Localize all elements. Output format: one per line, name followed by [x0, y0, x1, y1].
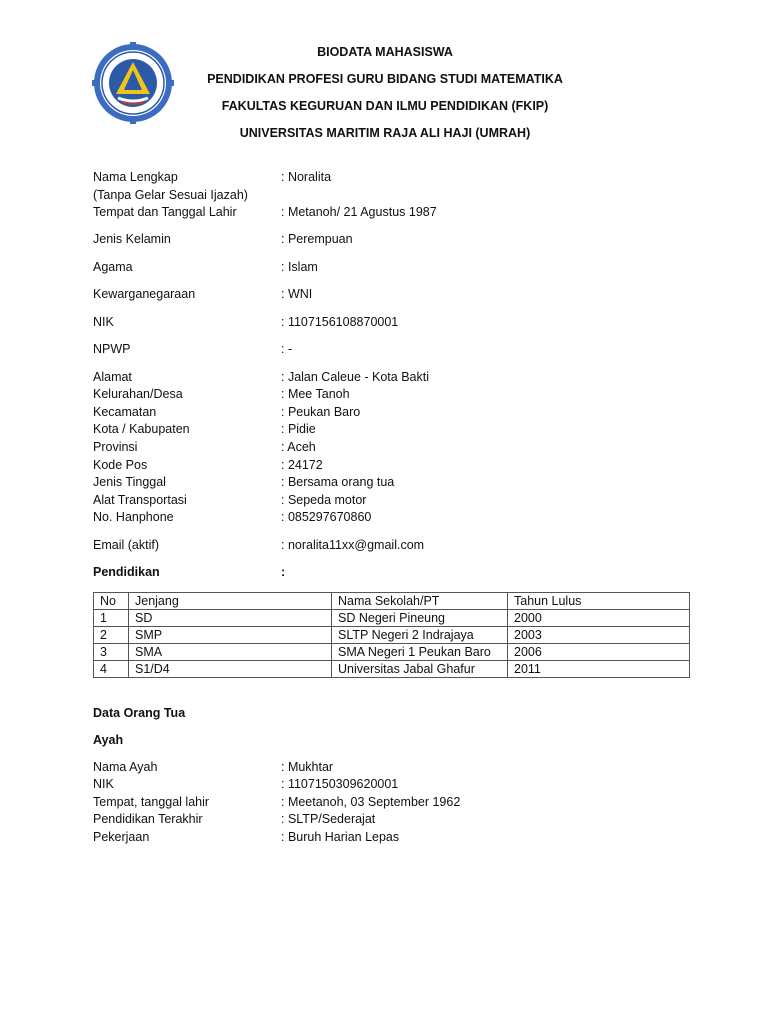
field-value: : Bersama orang tua [281, 475, 395, 489]
table-cell: 3 [94, 644, 129, 661]
field-label: Tempat dan Tanggal Lahir [93, 205, 237, 219]
field-provinsi [93, 439, 688, 456]
field-ttl [93, 204, 688, 221]
table-cell: 2 [94, 627, 129, 644]
field-label: Jenis Kelamin [93, 232, 171, 246]
field-kelurahan [93, 386, 688, 403]
field-label: NIK [93, 315, 114, 329]
field-value: : 1107150309620001 [281, 777, 399, 791]
field-label: (Tanpa Gelar Sesuai Ijazah) [93, 188, 248, 202]
field-label: Tempat, tanggal lahir [93, 795, 210, 809]
field-label: Kecamatan [93, 405, 157, 419]
field-label: Kode Pos [93, 458, 148, 472]
field-kewarganegaraan [93, 286, 688, 303]
table-cell: Universitas Jabal Ghafur [332, 661, 508, 678]
table-cell: 2003 [508, 627, 690, 644]
field-ttl-ayah [93, 794, 688, 811]
field-value: : WNI [281, 287, 313, 301]
table-cell: SLTP Negeri 2 Indrajaya [332, 627, 508, 644]
column-header: Tahun Lulus [508, 593, 690, 610]
table-cell: 2000 [508, 610, 690, 627]
field-nama-note [93, 187, 688, 204]
column-header: Jenjang [129, 593, 332, 610]
table-cell: S1/D4 [129, 661, 332, 678]
section-pendidikan [93, 564, 688, 581]
field-value: : Buruh Harian Lepas [281, 830, 400, 844]
field-label: No. Hanphone [93, 510, 174, 524]
column-header: No [94, 593, 129, 610]
field-nama-ayah [93, 759, 688, 776]
field-nik-ayah [93, 776, 688, 793]
field-pendidikan-ayah [93, 811, 688, 828]
field-agama [93, 259, 688, 276]
header-faculty: FAKULTAS KEGURUAN DAN ILMU PENDIDIKAN (FKIP) [221, 99, 549, 113]
table-cell: 1 [94, 610, 129, 627]
field-nama [93, 169, 688, 186]
field-hanphone [93, 509, 688, 526]
table-cell: 2006 [508, 644, 690, 661]
field-label: Kota / Kabupaten [93, 422, 190, 436]
field-value: : SLTP/Sederajat [281, 812, 376, 826]
field-value: : 24172 [281, 458, 323, 472]
field-label: Alat Transportasi [93, 493, 187, 507]
field-label: Alamat [93, 370, 132, 384]
field-alamat [93, 369, 688, 386]
table-row [94, 644, 690, 661]
section-colon: : [281, 565, 286, 579]
section-title: Data Orang Tua [93, 706, 186, 720]
field-npwp [93, 341, 688, 358]
field-value: : Mee Tanoh [281, 387, 350, 401]
section-title: Ayah [93, 733, 124, 747]
field-value: : Noralita [281, 170, 332, 184]
field-label: Email (aktif) [93, 538, 159, 552]
field-value: : Peukan Baro [281, 405, 361, 419]
field-label: Provinsi [93, 440, 138, 454]
field-kode-pos [93, 457, 688, 474]
field-nik [93, 314, 688, 331]
education-table [93, 592, 690, 678]
field-pekerjaan-ayah [93, 829, 688, 846]
section-orang-tua [93, 705, 688, 722]
table-row [94, 610, 690, 627]
field-value: : Pidie [281, 422, 316, 436]
field-kecamatan [93, 404, 688, 421]
column-header: Nama Sekolah/PT [332, 593, 508, 610]
field-label: NIK [93, 777, 114, 791]
field-value: : Meetanoh, 03 September 1962 [281, 795, 461, 809]
field-email [93, 537, 688, 554]
table-cell: SD Negeri Pineung [332, 610, 508, 627]
field-value: : Islam [281, 260, 318, 274]
table-cell: SMP [129, 627, 332, 644]
field-value: : - [281, 342, 293, 356]
field-label: Pendidikan Terakhir [93, 812, 203, 826]
table-cell: SMA [129, 644, 332, 661]
field-label: Kelurahan/Desa [93, 387, 183, 401]
field-value: : Jalan Caleue - Kota Bakti [281, 370, 429, 384]
field-label: Pekerjaan [93, 830, 150, 844]
field-label: Jenis Tinggal [93, 475, 166, 489]
field-label: Nama Ayah [93, 760, 158, 774]
field-label: Kewarganegaraan [93, 287, 196, 301]
field-value: : Perempuan [281, 232, 353, 246]
field-jenis-tinggal [93, 474, 688, 491]
field-value: : noralita11xx@gmail.com [281, 538, 425, 552]
field-label: Nama Lengkap [93, 170, 178, 184]
field-kota [93, 421, 688, 438]
field-label: Agama [93, 260, 133, 274]
section-title: Pendidikan [93, 565, 160, 579]
field-value: : 1107156108870001 [281, 315, 399, 329]
field-label: NPWP [93, 342, 131, 356]
table-row [94, 627, 690, 644]
table-cell: 4 [94, 661, 129, 678]
field-value: : 085297670860 [281, 510, 372, 524]
table-cell: SD [129, 610, 332, 627]
field-value: : Sepeda motor [281, 493, 367, 507]
field-value: : Aceh [281, 440, 316, 454]
table-cell: 2011 [508, 661, 690, 678]
header-university: UNIVERSITAS MARITIM RAJA ALI HAJI (UMRAH) [239, 126, 531, 140]
header-title: BIODATA MAHASISWA [317, 45, 453, 59]
university-seal-icon [92, 42, 174, 124]
table-header-row [94, 593, 690, 610]
field-transportasi [93, 492, 688, 509]
field-value: : Mukhtar [281, 760, 334, 774]
table-cell: SMA Negeri 1 Peukan Baro [332, 644, 508, 661]
section-ayah [93, 732, 688, 749]
field-value: : Metanoh/ 21 Agustus 1987 [281, 205, 437, 219]
table-row [94, 661, 690, 678]
field-jenis-kelamin [93, 231, 688, 248]
header-program: PENDIDIKAN PROFESI GURU BIDANG STUDI MATEMATIKA [207, 72, 563, 86]
